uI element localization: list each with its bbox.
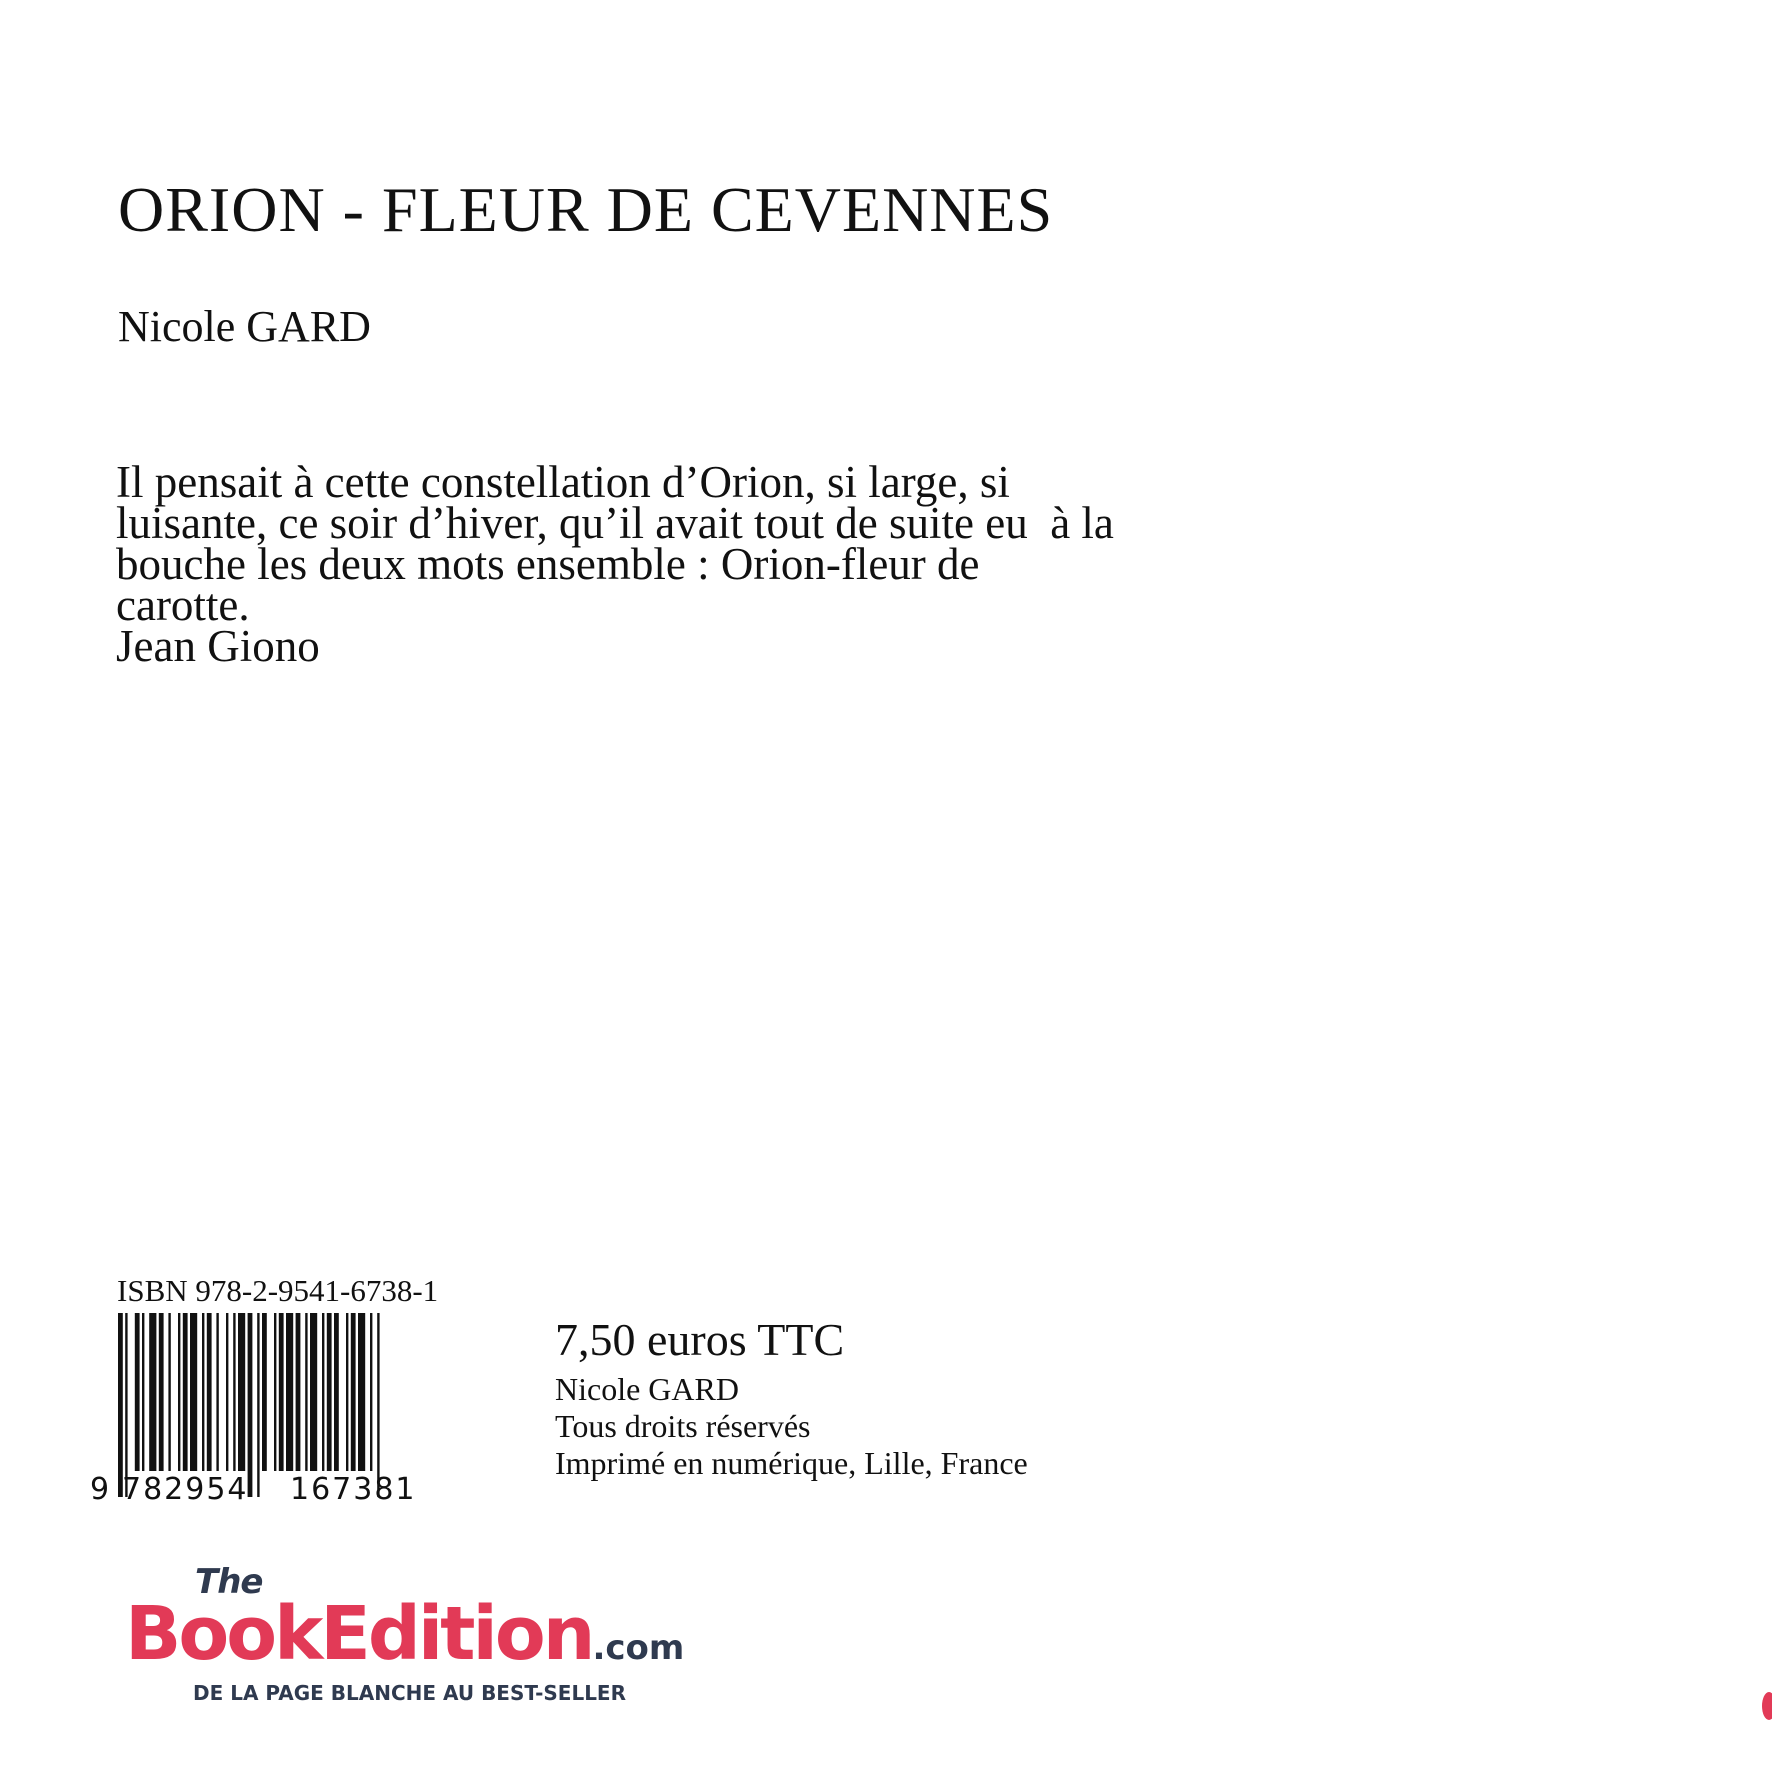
barcode-bar bbox=[125, 1313, 127, 1497]
logo-tagline: DE LA PAGE BLANCHE AU BEST-SELLER bbox=[193, 1681, 626, 1705]
barcode-bar bbox=[334, 1313, 339, 1471]
barcode-digits-left: 782954 bbox=[122, 1472, 249, 1503]
imprint-block bbox=[555, 1314, 1028, 1482]
quote-line: Il pensait à cette constellation d’Orion, si large, si bbox=[116, 457, 1010, 507]
isbn-label: ISBN 978-2-9541-6738-1 bbox=[117, 1273, 439, 1308]
barcode-bar bbox=[178, 1313, 180, 1471]
barcode-bar bbox=[183, 1313, 188, 1471]
barcode-bar bbox=[149, 1313, 156, 1471]
logo-the: The bbox=[195, 1562, 263, 1602]
barcode-bar bbox=[207, 1313, 212, 1471]
barcode-bar bbox=[351, 1313, 356, 1471]
barcode-bar bbox=[202, 1313, 204, 1471]
barcode-bar bbox=[322, 1313, 324, 1471]
barcode-bar bbox=[274, 1313, 276, 1471]
barcode-bar bbox=[257, 1313, 259, 1497]
quote-line: luisante, ce soir d’hiver, qu’il avait tout de suite eu à la bbox=[116, 498, 1114, 548]
back-cover-quote bbox=[116, 457, 1296, 671]
quote-attribution: Jean Giono bbox=[116, 621, 320, 671]
barcode-bar bbox=[377, 1313, 379, 1497]
printing-notice: Imprimé en numérique, Lille, France bbox=[555, 1445, 1028, 1481]
barcode-bar bbox=[226, 1313, 228, 1471]
imprint-author: Nicole GARD bbox=[555, 1371, 739, 1407]
barcode-bars bbox=[118, 1313, 380, 1497]
barcode-bar bbox=[233, 1313, 235, 1471]
book-author: Nicole GARD bbox=[118, 302, 371, 351]
barcode-bar bbox=[216, 1313, 218, 1471]
barcode-bar bbox=[190, 1313, 197, 1471]
price: 7,50 euros TTC bbox=[555, 1314, 845, 1365]
edge-mark bbox=[1762, 1692, 1772, 1720]
barcode-bar bbox=[327, 1313, 332, 1471]
barcode-bar bbox=[279, 1313, 284, 1471]
barcode-digits-right: 167381 bbox=[290, 1472, 417, 1503]
barcode-bar bbox=[142, 1313, 144, 1471]
barcode bbox=[80, 1313, 500, 1503]
barcode-bar bbox=[159, 1313, 164, 1471]
logo-wordmark bbox=[125, 1591, 685, 1677]
rights-notice: Tous droits réservés bbox=[555, 1408, 811, 1444]
book-title: ORION - FLEUR DE CEVENNES bbox=[118, 174, 1054, 245]
barcode-bar bbox=[346, 1313, 348, 1471]
barcode-bar bbox=[262, 1313, 267, 1471]
quote-line: bouche les deux mots ensemble : Orion-fleur de bbox=[116, 539, 980, 589]
publisher-logo bbox=[125, 1562, 725, 1715]
barcode-digit-first: 9 bbox=[90, 1472, 110, 1503]
barcode-bar bbox=[238, 1313, 245, 1471]
barcode-bar bbox=[248, 1313, 253, 1497]
logo-name: BookEdition bbox=[125, 1591, 593, 1677]
quote-line: carotte. bbox=[116, 580, 250, 630]
barcode-bar bbox=[118, 1313, 123, 1497]
barcode-bar bbox=[358, 1313, 365, 1471]
logo-domain: .com bbox=[592, 1628, 685, 1668]
barcode-bar bbox=[286, 1313, 293, 1471]
barcode-bar bbox=[310, 1313, 317, 1471]
barcode-bar bbox=[305, 1313, 307, 1471]
barcode-bar bbox=[370, 1313, 372, 1471]
barcode-bar bbox=[168, 1313, 170, 1471]
barcode-bar bbox=[296, 1313, 301, 1471]
barcode-bar bbox=[135, 1313, 140, 1471]
